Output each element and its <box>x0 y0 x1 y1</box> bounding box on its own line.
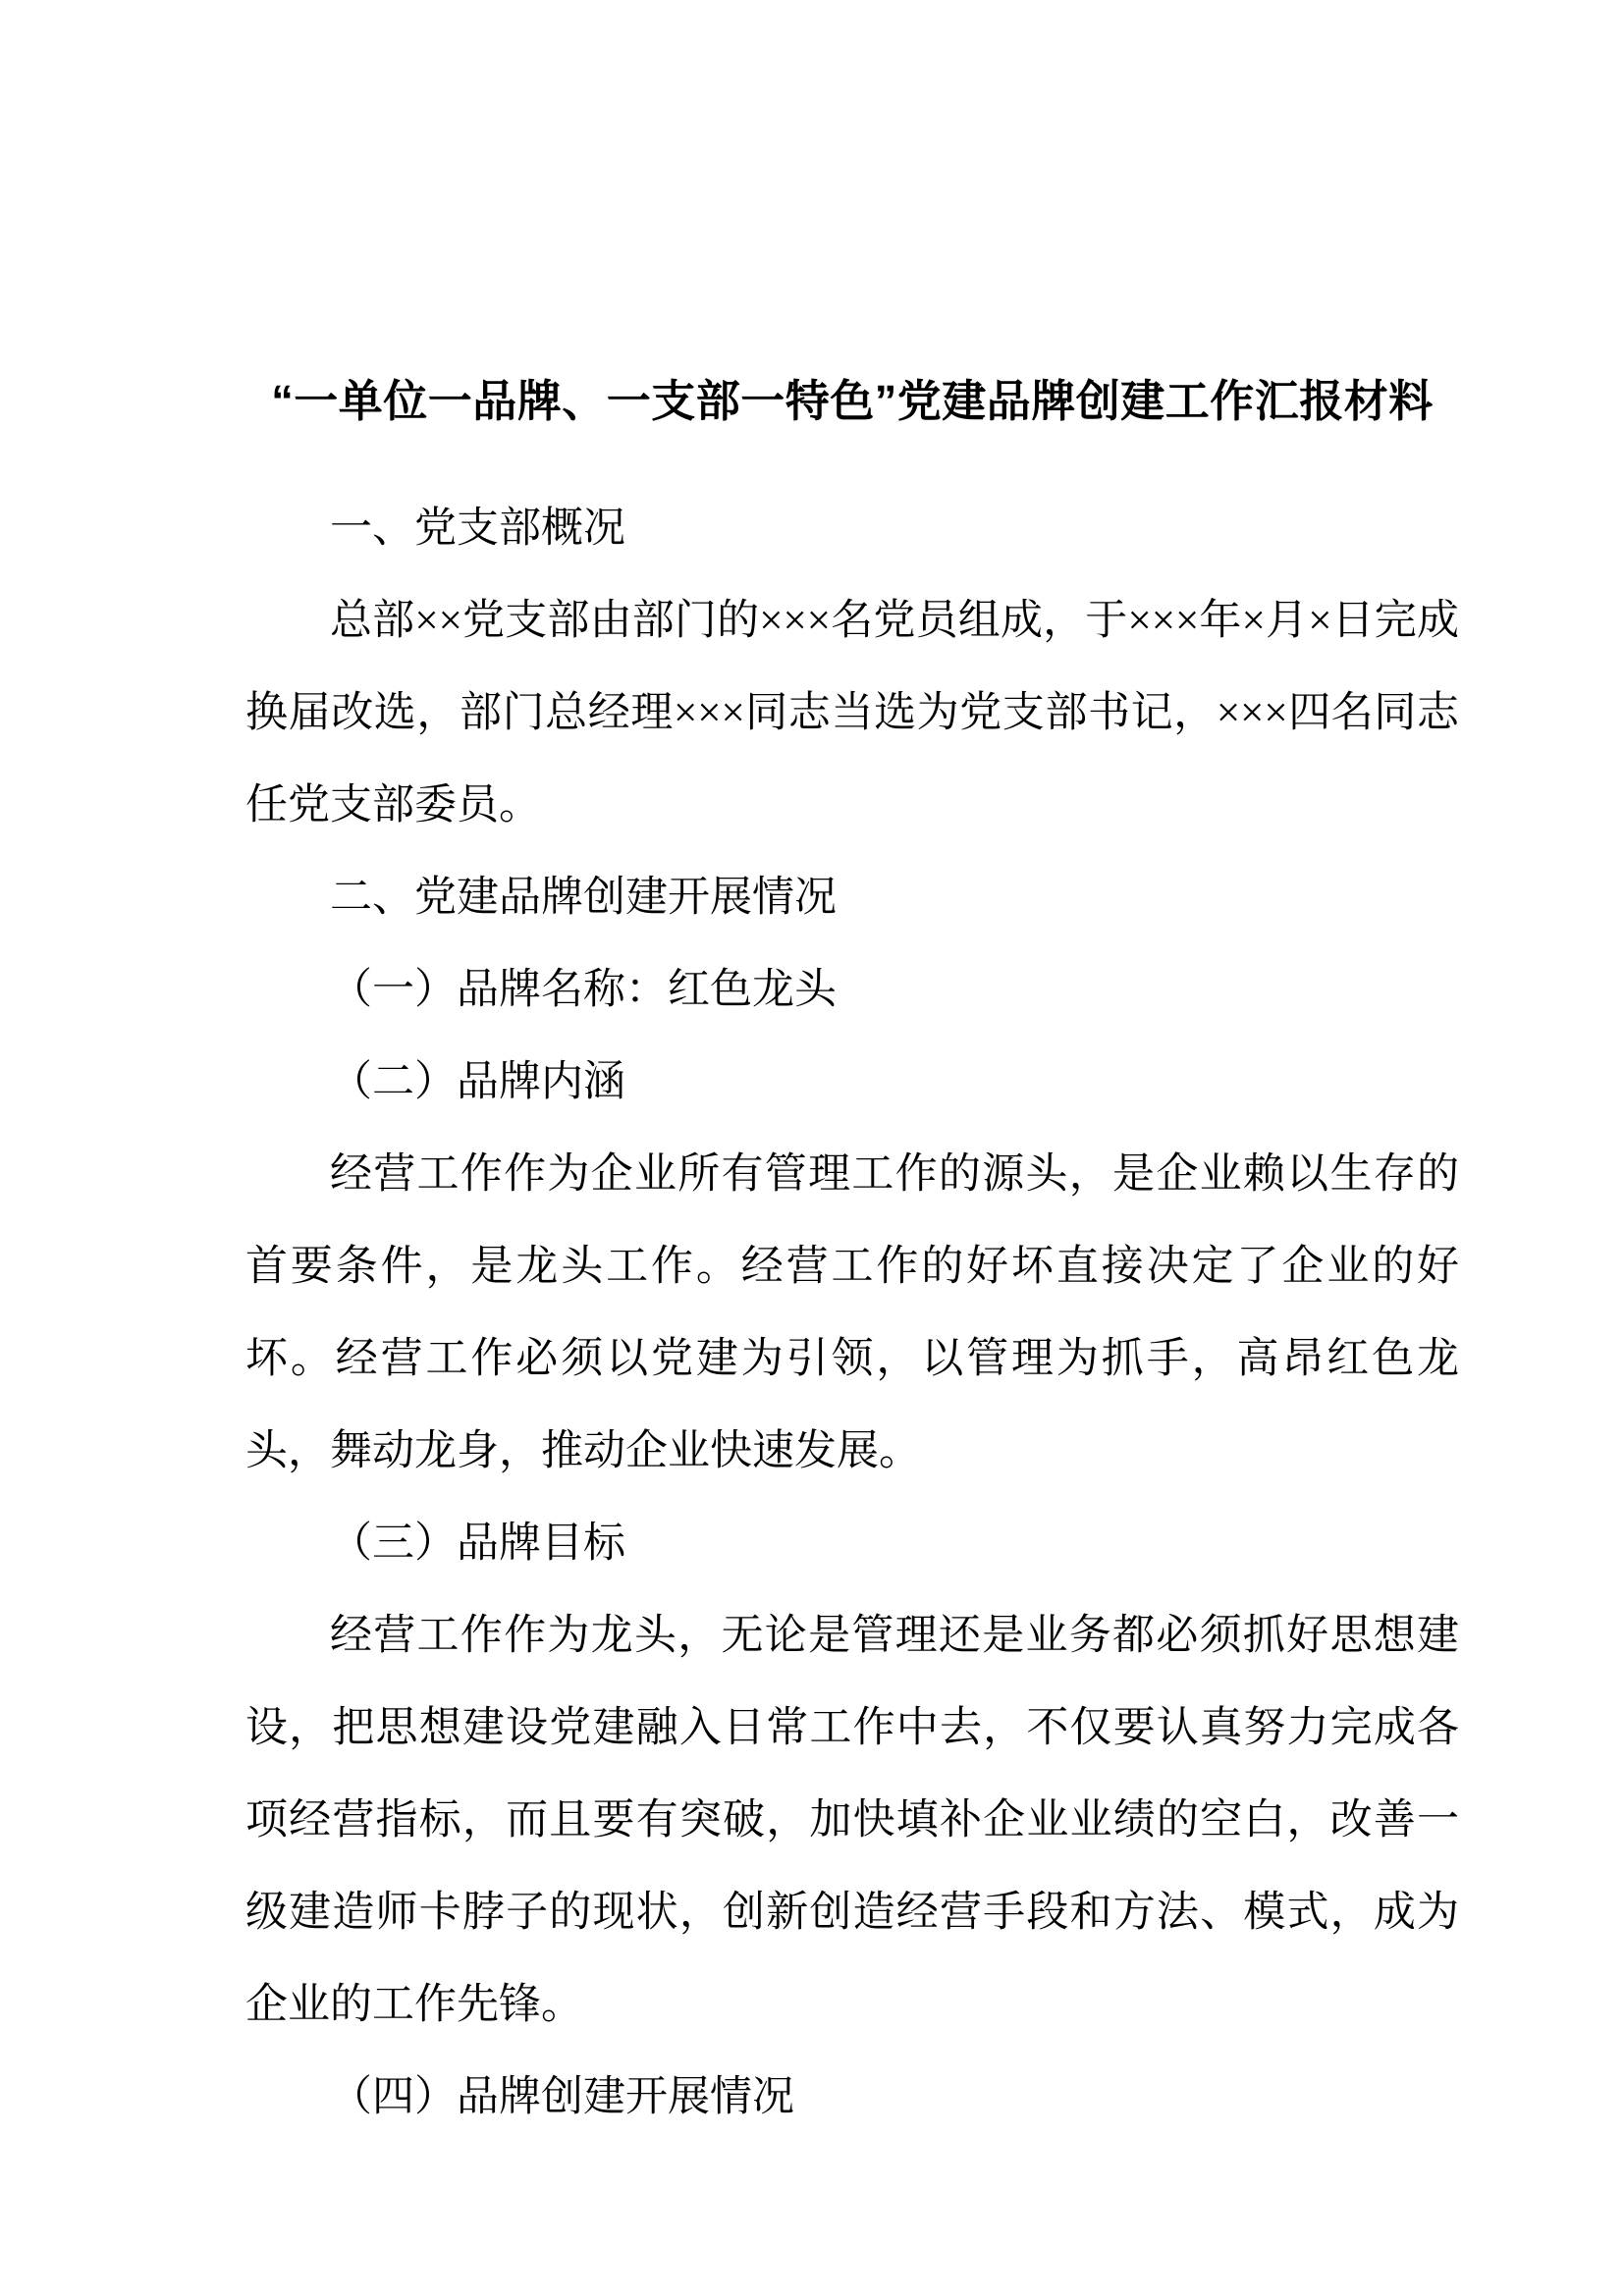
subheading-brand-progress: （四）品牌创建开展情况 <box>330 2074 794 2120</box>
paragraph-brand-meaning: 经营工作作为企业所有管理工作的源头，是企业赖以生存的首要条件，是龙头工作。经营工作的好坏直接决定了企业的好坏。经营工作必须以党建为引领，以管理为抓手，高昂红色龙头，舞动龙身，推动企业快速发展。 <box>245 1151 1459 1474</box>
subheading-brand-name: （一）品牌名称：红色龙头 <box>330 967 837 1013</box>
heading-section-2: 二、党建品牌创建开展情况 <box>330 875 837 921</box>
subheading-brand-meaning: （二）品牌内涵 <box>330 1059 625 1105</box>
subheading-brand-goal: （三）品牌目标 <box>330 1521 625 1567</box>
document-title: “一单位一品牌、一支部一特色”党建品牌创建工作汇报材料 <box>271 376 1434 426</box>
heading-section-1: 一、党支部概况 <box>330 506 625 552</box>
paragraph-brand-goal: 经营工作作为龙头，无论是管理还是业务都必须抓好思想建设，把思想建设党建融入日常工作中去，不仅要认真努力完成各项经营指标，而且要有突破，加快填补企业业绩的空白，改善一级建造师卡脖子的现状，创新创造经营手段和方法、模式，成为企业的工作先锋。 <box>245 1613 1459 2028</box>
paragraph-branch-overview: 总部××党支部由部门的×××名党员组成，于×××年×月×日完成换届改选，部门总经理×××同志当选为党支部书记，×××四名同志任党支部委员。 <box>245 598 1459 828</box>
